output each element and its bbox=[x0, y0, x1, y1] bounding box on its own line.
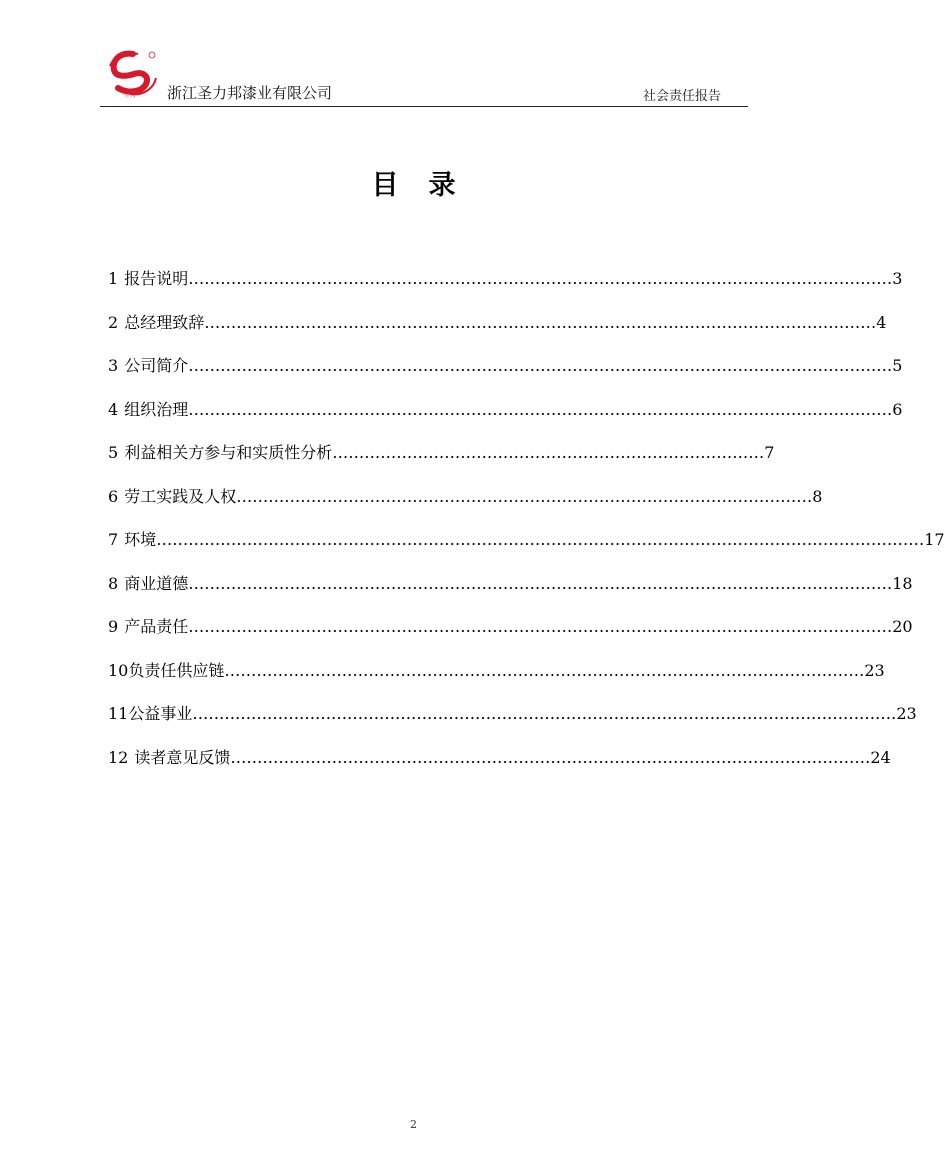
toc-entry[interactable] bbox=[108, 747, 891, 791]
toc-entry-label: 负责任供应链 bbox=[128, 660, 225, 680]
toc-entry-label: 总经理致辞 bbox=[124, 312, 205, 332]
report-name: 社会责任报告 bbox=[642, 89, 721, 104]
toc-entry-page: 3 bbox=[892, 269, 903, 288]
svg-text:圣力: 圣力 bbox=[124, 92, 137, 99]
toc-entry-label: 组织治理 bbox=[124, 399, 189, 419]
toc-entry-page: 8 bbox=[812, 486, 823, 506]
toc-entry-page: 23 bbox=[864, 660, 885, 680]
toc-entry[interactable] bbox=[108, 703, 917, 747]
toc-entry-label: 产品责任 bbox=[124, 617, 189, 636]
toc-dot-leader: …………………………………………………………………………………………………………………… bbox=[188, 617, 893, 636]
page-number: 2 bbox=[410, 1118, 417, 1131]
toc-entry-page: 17 bbox=[924, 530, 945, 549]
page-title: 目录 bbox=[371, 170, 486, 201]
toc-entry[interactable] bbox=[108, 268, 903, 312]
toc-entry-label: 读者意见反馈 bbox=[134, 747, 231, 767]
toc-dot-leader: ……………………………………………………………………………………………………………………………… bbox=[156, 530, 925, 549]
toc-dot-leader: …………………………………………………………………………………………………………………… bbox=[188, 573, 893, 593]
toc-entry-number: 3 bbox=[108, 356, 119, 375]
toc-entry[interactable] bbox=[108, 616, 913, 660]
toc-entry[interactable] bbox=[108, 529, 945, 573]
table-of-contents bbox=[108, 268, 945, 790]
toc-entry-number: 12 bbox=[108, 747, 129, 767]
toc-entry-page: 6 bbox=[892, 399, 903, 419]
toc-entry-page: 24 bbox=[870, 747, 891, 767]
toc-entry-label: 报告说明 bbox=[124, 269, 189, 288]
toc-entry-label: 公益事业 bbox=[128, 704, 193, 723]
toc-entry[interactable] bbox=[108, 573, 913, 617]
company-name: 浙江圣力邦漆业有限公司 bbox=[167, 84, 333, 102]
toc-dot-leader: ……………………………………………………………………………………………………………… bbox=[204, 312, 877, 332]
toc-entry-page: 5 bbox=[892, 356, 903, 375]
toc-entry[interactable] bbox=[108, 486, 823, 530]
toc-dot-leader: …………………………………………………………………………………………………………………… bbox=[188, 399, 893, 419]
toc-dot-leader: ……………………………………………………………………………………………… bbox=[236, 486, 813, 506]
toc-entry-label: 劳工实践及人权 bbox=[124, 486, 237, 506]
toc-entry-number: 10 bbox=[108, 660, 129, 680]
toc-entry-page: 7 bbox=[764, 443, 775, 462]
toc-dot-leader: …………………………………………………………………………………………………………………… bbox=[188, 269, 893, 288]
toc-entry-number: 4 bbox=[108, 399, 119, 419]
toc-dot-leader: ………………………………………………………………………………………………………… bbox=[224, 660, 865, 680]
toc-entry-number: 7 bbox=[108, 530, 119, 549]
toc-entry-label: 环境 bbox=[124, 530, 157, 549]
toc-entry-number: 9 bbox=[108, 617, 119, 636]
toc-entry[interactable] bbox=[108, 355, 903, 399]
toc-entry-number: 6 bbox=[108, 486, 119, 506]
toc-dot-leader: …………………………………………………………………………………………………………………… bbox=[192, 704, 897, 723]
toc-entry-page: 4 bbox=[876, 312, 887, 332]
toc-entry-page: 18 bbox=[892, 573, 913, 593]
toc-entry-page: 23 bbox=[896, 704, 917, 723]
toc-entry[interactable] bbox=[108, 399, 903, 443]
toc-dot-leader: ……………………………………………………………………… bbox=[332, 443, 765, 462]
toc-entry[interactable] bbox=[108, 660, 885, 704]
toc-entry-number: 1 bbox=[108, 269, 119, 288]
toc-entry-label: 利益相关方参与和实质性分析 bbox=[124, 443, 333, 462]
toc-dot-leader: ………………………………………………………………………………………………………… bbox=[230, 747, 871, 767]
toc-entry[interactable] bbox=[108, 312, 887, 356]
toc-entry-number: 8 bbox=[108, 573, 119, 593]
toc-entry[interactable] bbox=[108, 442, 775, 486]
company-logo-icon bbox=[106, 50, 160, 98]
header-divider bbox=[100, 106, 748, 107]
toc-entry-label: 商业道德 bbox=[124, 573, 189, 593]
toc-entry-number: 11 bbox=[108, 704, 129, 723]
toc-dot-leader: …………………………………………………………………………………………………………………… bbox=[188, 356, 893, 375]
toc-entry-label: 公司简介 bbox=[124, 356, 189, 375]
toc-entry-number: 5 bbox=[108, 443, 119, 462]
toc-entry-page: 20 bbox=[892, 617, 913, 636]
toc-entry-number: 2 bbox=[108, 312, 119, 332]
